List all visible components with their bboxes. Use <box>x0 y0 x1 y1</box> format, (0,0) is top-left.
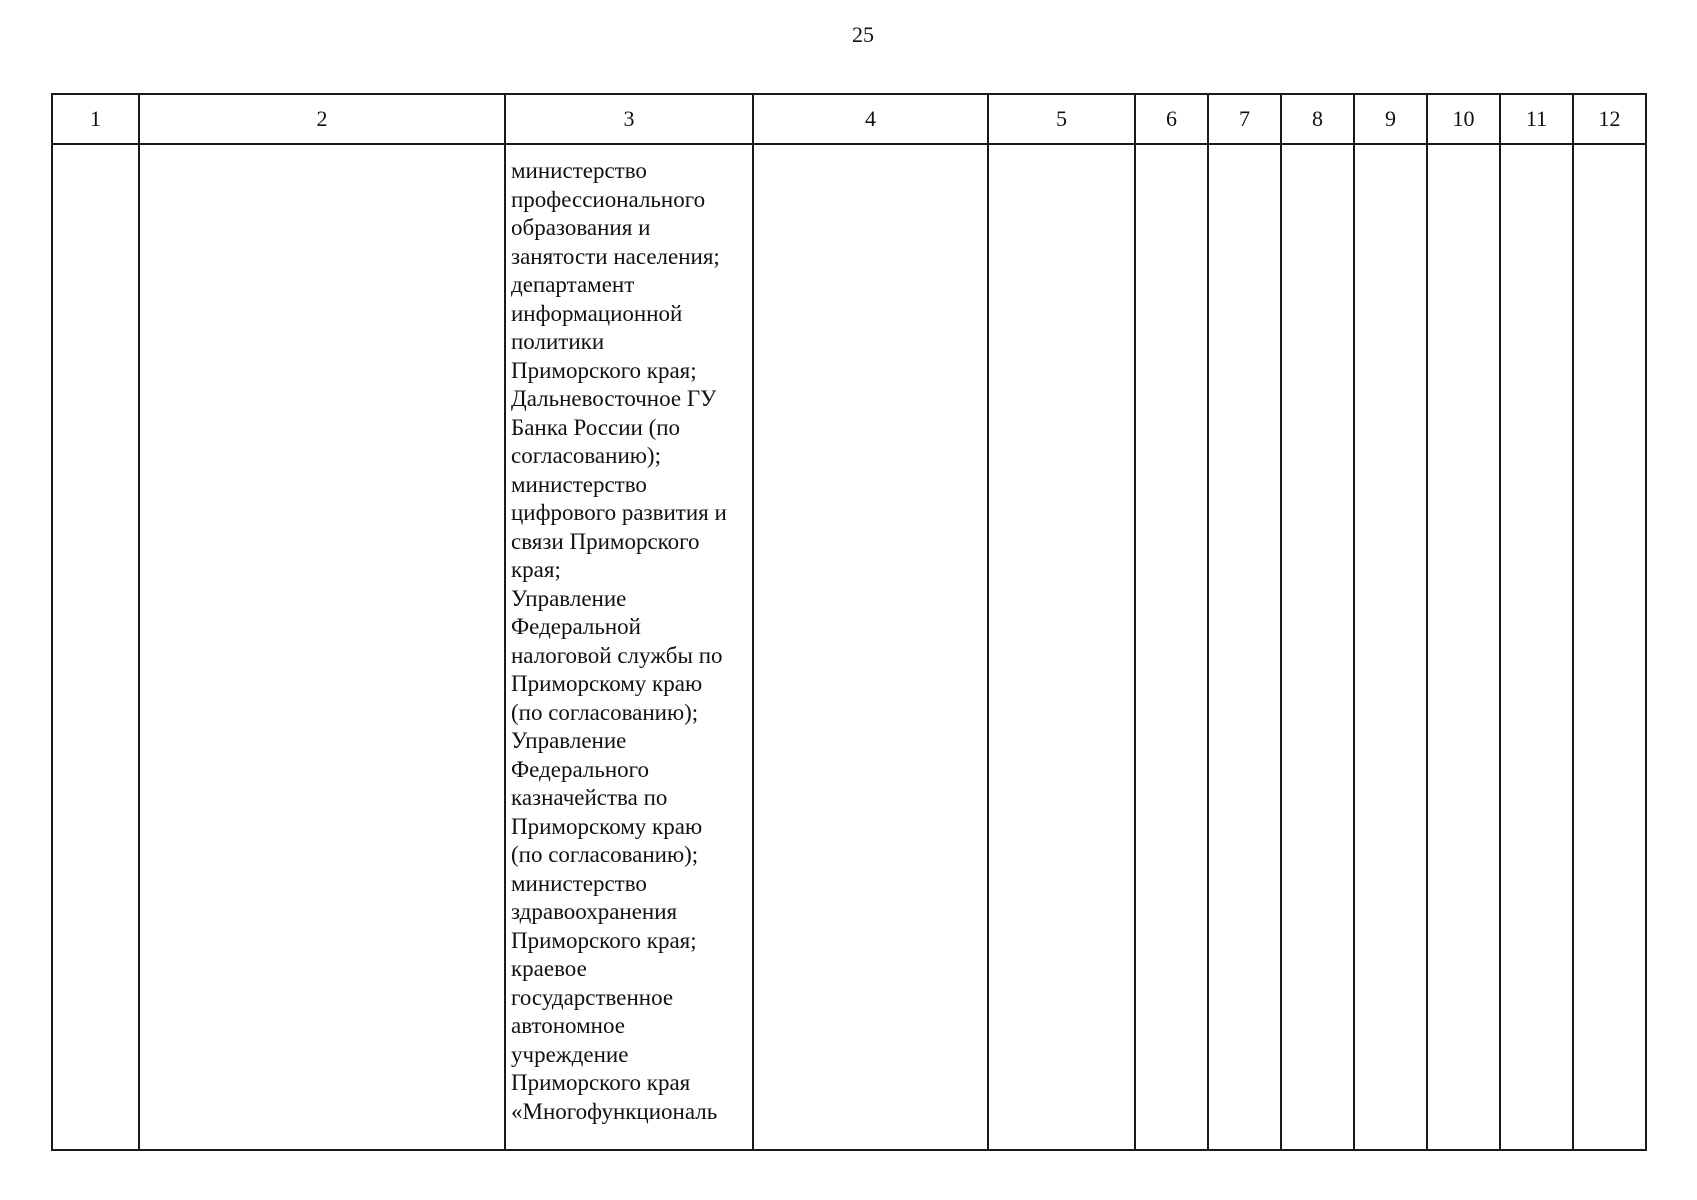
cell-col-3-responsible-bodies <box>505 144 753 1150</box>
column-header-4: 4 <box>753 94 988 144</box>
column-header-3: 3 <box>505 94 753 144</box>
text-line: краевое <box>511 956 587 981</box>
text-line: министерство <box>511 870 647 896</box>
cell-col-9 <box>1354 144 1427 1150</box>
text-line: (по согласованию); <box>511 842 699 867</box>
text-line: Приморского края; <box>511 357 697 383</box>
text-line: края; <box>511 557 561 582</box>
cell-col-12 <box>1573 144 1646 1150</box>
text-line: профессионального <box>511 186 706 212</box>
cell-col-10 <box>1427 144 1500 1150</box>
text-line: (по согласованию); <box>511 699 699 725</box>
cell-col-8 <box>1281 144 1354 1150</box>
text-line: согласованию); <box>511 443 661 468</box>
text-line: занятости населения; <box>511 243 720 269</box>
text-line: информационной <box>511 300 683 326</box>
text-line: «Многофункциональ <box>511 1098 718 1124</box>
cell-col-7 <box>1208 144 1281 1150</box>
text-line: министерство <box>511 471 647 497</box>
text-line: автономное <box>511 1013 625 1038</box>
column-header-2: 2 <box>139 94 505 144</box>
page-number: 25 <box>852 22 874 47</box>
cell-col-1 <box>52 144 139 1150</box>
text-line: налоговой службы по <box>511 642 723 668</box>
text-line: здравоохранения <box>511 899 678 924</box>
column-header-5: 5 <box>988 94 1135 144</box>
text-line: Дальневосточное ГУ <box>511 386 717 411</box>
cell-col-6 <box>1135 144 1208 1150</box>
document-table <box>51 93 1647 1151</box>
text-line: Банка России (по <box>511 414 681 440</box>
cell-col-2 <box>139 144 505 1150</box>
text-line: Федеральной <box>511 614 641 639</box>
column-header-10: 10 <box>1427 94 1500 144</box>
text-line: Приморского края; <box>511 927 697 953</box>
column-header-9: 9 <box>1354 94 1427 144</box>
cell-col-5 <box>988 144 1135 1150</box>
column-header-7: 7 <box>1208 94 1281 144</box>
text-line: казначейства по <box>511 785 668 810</box>
text-line: Управление <box>511 728 627 753</box>
text-line: Федерального <box>511 756 650 782</box>
column-header-11: 11 <box>1500 94 1573 144</box>
column-header-6: 6 <box>1135 94 1208 144</box>
text-line: Приморскому краю <box>511 813 703 839</box>
responsible-bodies-list <box>511 157 748 1126</box>
text-line: образования и <box>511 215 651 240</box>
text-line: департамент <box>511 272 635 297</box>
column-header-1: 1 <box>52 94 139 144</box>
column-header-8: 8 <box>1281 94 1354 144</box>
text-line: политики <box>511 329 605 354</box>
text-line: связи Приморского <box>511 528 700 554</box>
text-line: Приморскому краю <box>511 671 703 696</box>
text-line: учреждение <box>511 1041 629 1067</box>
text-line: цифрового развития и <box>511 500 727 525</box>
column-header-12: 12 <box>1573 94 1646 144</box>
text-line: государственное <box>511 984 674 1010</box>
text-line: министерство <box>511 158 647 183</box>
header-row <box>52 94 1646 144</box>
cell-col-11 <box>1500 144 1573 1150</box>
table-row <box>52 144 1646 1150</box>
text-line: Приморского края <box>511 1070 691 1095</box>
cell-col-4 <box>753 144 988 1150</box>
text-line: Управление <box>511 585 627 611</box>
